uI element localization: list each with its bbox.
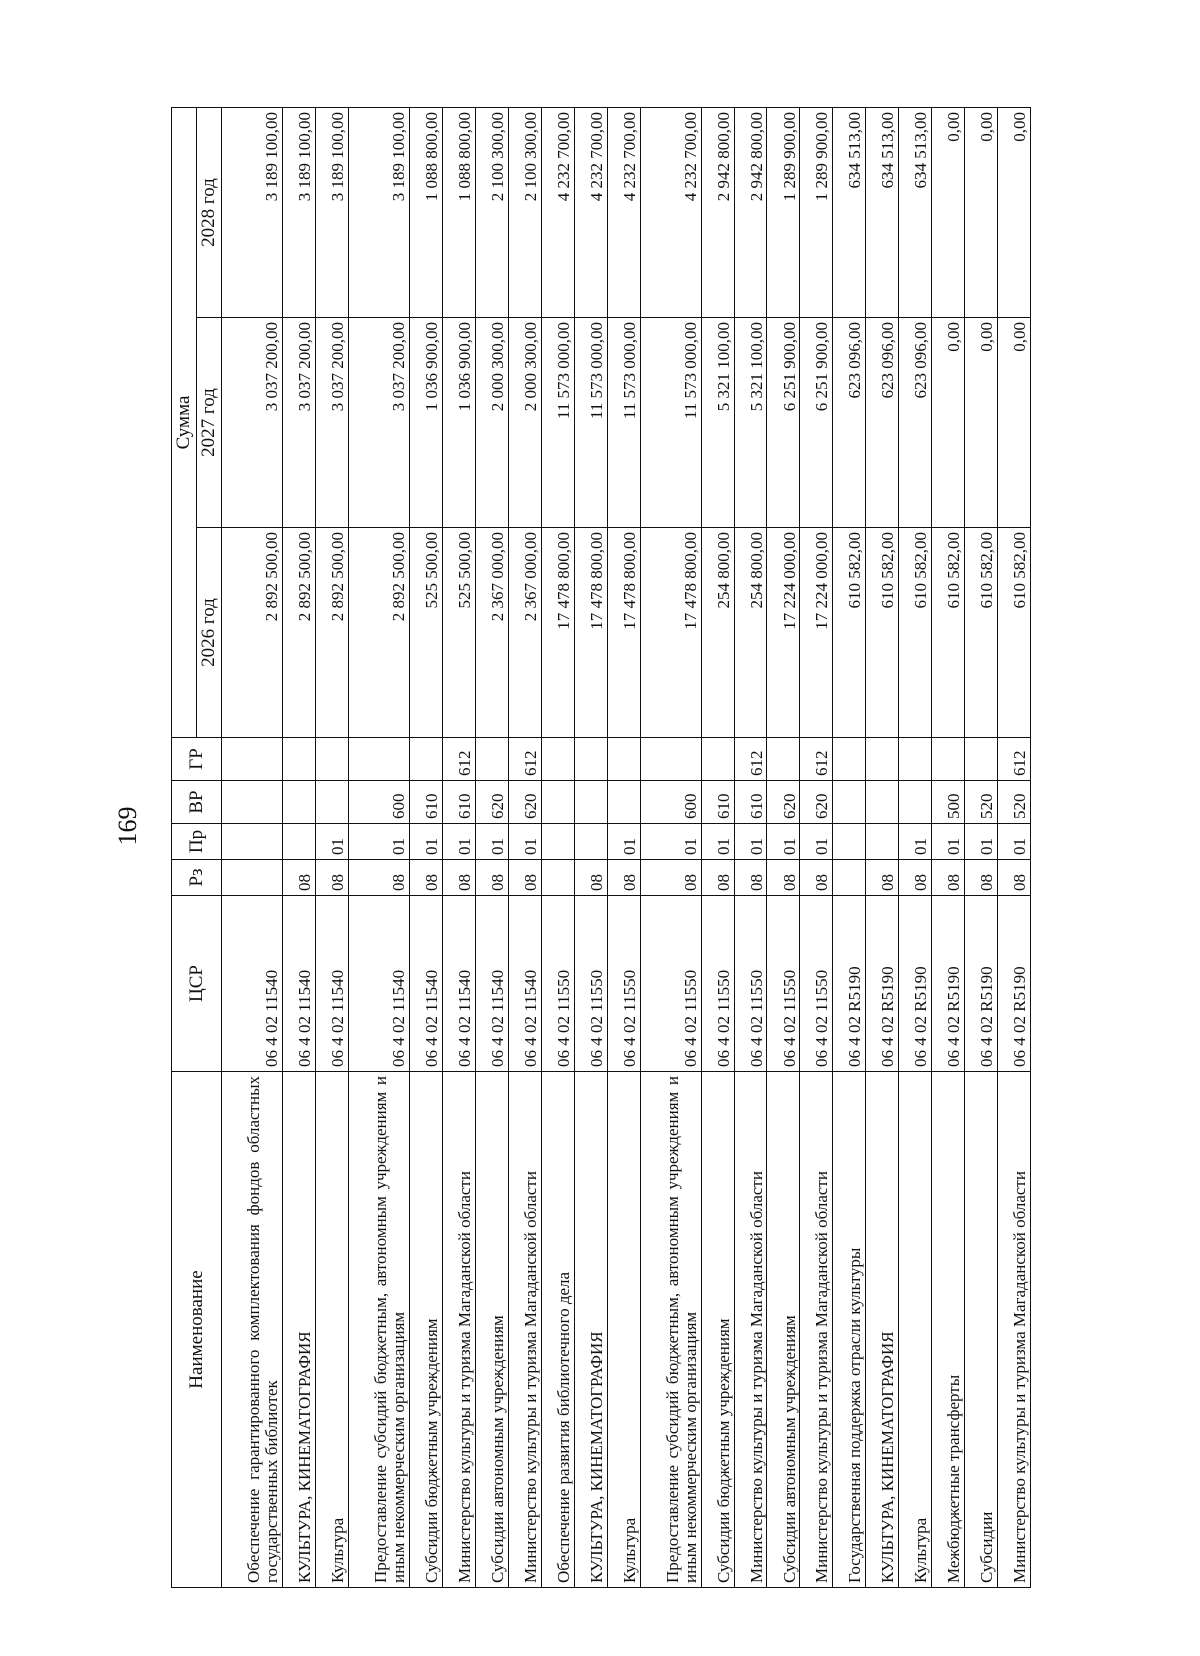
cell-name: Министерство культуры и туризма Магаданской области <box>508 1072 541 1588</box>
cell-vr <box>607 781 640 824</box>
cell-y2027: 11 573 000,00 <box>541 318 574 528</box>
cell-csr: 06 4 02 11540 <box>475 896 508 1072</box>
cell-pr <box>283 824 316 860</box>
cell-csr: 06 4 02 11550 <box>701 896 734 1072</box>
cell-y2026: 610 582,00 <box>997 528 1030 738</box>
cell-pr: 01 <box>932 824 965 860</box>
cell-gr: 612 <box>442 738 475 781</box>
cell-gr <box>701 738 734 781</box>
cell-gr <box>767 738 800 781</box>
cell-vr: 620 <box>508 781 541 824</box>
cell-pr <box>833 824 866 860</box>
table-row <box>222 108 283 1588</box>
cell-csr: 06 4 02 11540 <box>316 896 349 1072</box>
cell-y2028: 1 289 900,00 <box>767 108 800 318</box>
table-row <box>475 108 508 1588</box>
cell-y2027: 11 573 000,00 <box>640 318 701 528</box>
cell-gr <box>965 738 998 781</box>
cell-name: Министерство культуры и туризма Магаданской области <box>734 1072 767 1588</box>
cell-y2028: 1 088 800,00 <box>442 108 475 318</box>
table-rotation-frame <box>171 108 1031 1588</box>
cell-y2027: 3 037 200,00 <box>222 318 283 528</box>
table-row <box>283 108 316 1588</box>
cell-name: Субсидии бюджетным учреждениям <box>701 1072 734 1588</box>
table-row <box>767 108 800 1588</box>
header-csr: ЦСР <box>172 896 222 1072</box>
cell-y2027: 11 573 000,00 <box>574 318 607 528</box>
cell-csr: 06 4 02 R5190 <box>965 896 998 1072</box>
cell-y2026: 17 478 800,00 <box>607 528 640 738</box>
cell-csr: 06 4 02 11540 <box>222 896 283 1072</box>
cell-gr <box>410 738 443 781</box>
cell-y2026: 2 367 000,00 <box>508 528 541 738</box>
cell-y2027: 2 000 300,00 <box>475 318 508 528</box>
cell-y2027: 5 321 100,00 <box>734 318 767 528</box>
cell-name: Обеспечение гарантированного комплектования фондов областных государственных библиотек <box>222 1072 283 1588</box>
cell-y2027: 2 000 300,00 <box>508 318 541 528</box>
cell-pr: 01 <box>508 824 541 860</box>
cell-y2028: 1 289 900,00 <box>800 108 833 318</box>
cell-gr: 612 <box>800 738 833 781</box>
cell-y2028: 0,00 <box>997 108 1030 318</box>
cell-pr: 01 <box>640 824 701 860</box>
cell-csr: 06 4 02 R5190 <box>833 896 866 1072</box>
cell-csr: 06 4 02 11550 <box>541 896 574 1072</box>
cell-y2028: 3 189 100,00 <box>222 108 283 318</box>
cell-name: Министерство культуры и туризма Магаданской области <box>442 1072 475 1588</box>
table-rotated-content <box>171 108 1031 1588</box>
cell-name: Субсидии <box>965 1072 998 1588</box>
cell-y2028: 2 942 800,00 <box>734 108 767 318</box>
table-row <box>965 108 998 1588</box>
cell-y2027: 623 096,00 <box>899 318 932 528</box>
table-header-row <box>172 108 197 1588</box>
cell-y2026: 2 892 500,00 <box>283 528 316 738</box>
cell-vr: 610 <box>734 781 767 824</box>
header-pr: Пр <box>172 824 222 860</box>
cell-y2026: 17 478 800,00 <box>640 528 701 738</box>
cell-y2026: 610 582,00 <box>965 528 998 738</box>
cell-rz: 08 <box>607 860 640 896</box>
cell-rz: 08 <box>410 860 443 896</box>
table-row <box>899 108 932 1588</box>
cell-rz: 08 <box>475 860 508 896</box>
header-gr: ГР <box>172 738 222 781</box>
cell-csr: 06 4 02 R5190 <box>932 896 965 1072</box>
header-sum: Сумма <box>172 108 197 738</box>
cell-vr: 620 <box>800 781 833 824</box>
cell-y2028: 2 100 300,00 <box>475 108 508 318</box>
table-row <box>800 108 833 1588</box>
cell-y2026: 2 367 000,00 <box>475 528 508 738</box>
cell-rz: 08 <box>734 860 767 896</box>
cell-vr <box>833 781 866 824</box>
cell-rz: 08 <box>866 860 899 896</box>
cell-vr <box>316 781 349 824</box>
cell-pr: 01 <box>899 824 932 860</box>
cell-name: КУЛЬТУРА, КИНЕМАТОГРАФИЯ <box>866 1072 899 1588</box>
cell-pr <box>574 824 607 860</box>
cell-y2026: 17 478 800,00 <box>574 528 607 738</box>
cell-y2026: 2 892 500,00 <box>222 528 283 738</box>
cell-y2027: 0,00 <box>932 318 965 528</box>
cell-gr <box>640 738 701 781</box>
cell-rz: 08 <box>316 860 349 896</box>
cell-y2026: 610 582,00 <box>932 528 965 738</box>
cell-y2026: 17 224 000,00 <box>800 528 833 738</box>
cell-name: Государственная поддержка отрасли культуры <box>833 1072 866 1588</box>
table-row <box>541 108 574 1588</box>
cell-gr <box>932 738 965 781</box>
cell-pr: 01 <box>442 824 475 860</box>
cell-pr: 01 <box>997 824 1030 860</box>
cell-y2026: 254 800,00 <box>701 528 734 738</box>
table-row <box>410 108 443 1588</box>
table-body <box>222 108 1031 1588</box>
cell-y2028: 0,00 <box>932 108 965 318</box>
cell-y2027: 0,00 <box>965 318 998 528</box>
table-row <box>932 108 965 1588</box>
cell-y2028: 4 232 700,00 <box>574 108 607 318</box>
table-row <box>607 108 640 1588</box>
budget-table <box>171 107 1031 1588</box>
cell-y2026: 610 582,00 <box>866 528 899 738</box>
cell-y2026: 2 892 500,00 <box>348 528 409 738</box>
cell-vr: 620 <box>475 781 508 824</box>
cell-rz: 08 <box>997 860 1030 896</box>
cell-csr: 06 4 02 11540 <box>442 896 475 1072</box>
cell-y2027: 3 037 200,00 <box>348 318 409 528</box>
cell-y2028: 3 189 100,00 <box>283 108 316 318</box>
cell-name: Культура <box>899 1072 932 1588</box>
cell-name: Культура <box>316 1072 349 1588</box>
cell-name: Культура <box>607 1072 640 1588</box>
cell-y2028: 4 232 700,00 <box>541 108 574 318</box>
cell-rz: 08 <box>800 860 833 896</box>
cell-y2028: 0,00 <box>965 108 998 318</box>
cell-vr: 610 <box>410 781 443 824</box>
cell-y2028: 3 189 100,00 <box>316 108 349 318</box>
cell-csr: 06 4 02 11550 <box>574 896 607 1072</box>
cell-gr: 612 <box>734 738 767 781</box>
cell-rz: 08 <box>348 860 409 896</box>
table-row <box>734 108 767 1588</box>
header-name: Наименование <box>172 1072 222 1588</box>
cell-gr: 612 <box>508 738 541 781</box>
cell-vr: 620 <box>767 781 800 824</box>
cell-name: Субсидии бюджетным учреждениям <box>410 1072 443 1588</box>
cell-rz: 08 <box>932 860 965 896</box>
header-rz: Рз <box>172 860 222 896</box>
table-row <box>442 108 475 1588</box>
cell-pr <box>541 824 574 860</box>
cell-y2027: 3 037 200,00 <box>316 318 349 528</box>
cell-pr <box>222 824 283 860</box>
cell-y2027: 11 573 000,00 <box>607 318 640 528</box>
cell-vr: 520 <box>997 781 1030 824</box>
cell-vr: 520 <box>965 781 998 824</box>
cell-pr: 01 <box>965 824 998 860</box>
table-row <box>574 108 607 1588</box>
table-row <box>866 108 899 1588</box>
cell-vr: 500 <box>932 781 965 824</box>
table-row <box>640 108 701 1588</box>
cell-pr: 01 <box>348 824 409 860</box>
cell-vr <box>283 781 316 824</box>
cell-csr: 06 4 02 11550 <box>767 896 800 1072</box>
cell-y2028: 634 513,00 <box>899 108 932 318</box>
cell-rz <box>222 860 283 896</box>
cell-csr: 06 4 02 11540 <box>410 896 443 1072</box>
cell-csr: 06 4 02 11540 <box>283 896 316 1072</box>
cell-y2028: 2 942 800,00 <box>701 108 734 318</box>
cell-y2027: 6 251 900,00 <box>800 318 833 528</box>
cell-csr: 06 4 02 11550 <box>800 896 833 1072</box>
cell-rz: 08 <box>640 860 701 896</box>
cell-rz: 08 <box>574 860 607 896</box>
cell-y2028: 4 232 700,00 <box>607 108 640 318</box>
cell-name: КУЛЬТУРА, КИНЕМАТОГРАФИЯ <box>574 1072 607 1588</box>
cell-gr <box>574 738 607 781</box>
table-row <box>316 108 349 1588</box>
cell-pr: 01 <box>767 824 800 860</box>
cell-gr <box>222 738 283 781</box>
cell-csr: 06 4 02 11550 <box>640 896 701 1072</box>
cell-y2026: 525 500,00 <box>442 528 475 738</box>
cell-name: Предоставление субсидий бюджетным, автономным учреждениям и иным некоммерческим организациям <box>348 1072 409 1588</box>
cell-vr <box>541 781 574 824</box>
cell-name: Субсидии автономным учреждениям <box>475 1072 508 1588</box>
cell-y2027: 623 096,00 <box>833 318 866 528</box>
cell-gr <box>866 738 899 781</box>
cell-y2028: 1 088 800,00 <box>410 108 443 318</box>
cell-name: Обеспечение развития библиотечного дела <box>541 1072 574 1588</box>
cell-gr <box>899 738 932 781</box>
cell-gr <box>541 738 574 781</box>
table-row <box>833 108 866 1588</box>
cell-pr: 01 <box>701 824 734 860</box>
cell-pr: 01 <box>475 824 508 860</box>
cell-gr <box>316 738 349 781</box>
cell-rz: 08 <box>442 860 475 896</box>
cell-rz: 08 <box>701 860 734 896</box>
cell-csr: 06 4 02 11550 <box>734 896 767 1072</box>
cell-gr <box>283 738 316 781</box>
cell-name: КУЛЬТУРА, КИНЕМАТОГРАФИЯ <box>283 1072 316 1588</box>
cell-y2026: 17 224 000,00 <box>767 528 800 738</box>
cell-csr: 06 4 02 11540 <box>508 896 541 1072</box>
cell-y2028: 634 513,00 <box>866 108 899 318</box>
cell-y2026: 254 800,00 <box>734 528 767 738</box>
cell-csr: 06 4 02 11540 <box>348 896 409 1072</box>
cell-vr: 610 <box>442 781 475 824</box>
header-2027: 2027 год <box>197 318 222 528</box>
table-row <box>508 108 541 1588</box>
header-2028: 2028 год <box>197 108 222 318</box>
cell-vr <box>222 781 283 824</box>
table-row <box>701 108 734 1588</box>
cell-y2027: 0,00 <box>997 318 1030 528</box>
cell-vr <box>574 781 607 824</box>
cell-y2027: 623 096,00 <box>866 318 899 528</box>
cell-pr: 01 <box>734 824 767 860</box>
cell-rz: 08 <box>965 860 998 896</box>
cell-y2028: 3 189 100,00 <box>348 108 409 318</box>
cell-name: Межбюджетные трансферты <box>932 1072 965 1588</box>
cell-rz: 08 <box>899 860 932 896</box>
cell-name: Субсидии автономным учреждениям <box>767 1072 800 1588</box>
cell-rz: 08 <box>283 860 316 896</box>
cell-y2027: 5 321 100,00 <box>701 318 734 528</box>
cell-csr: 06 4 02 R5190 <box>866 896 899 1072</box>
cell-rz: 08 <box>767 860 800 896</box>
cell-gr: 612 <box>997 738 1030 781</box>
cell-pr: 01 <box>316 824 349 860</box>
cell-csr: 06 4 02 R5190 <box>997 896 1030 1072</box>
cell-name: Предоставление субсидий бюджетным, автономным учреждениям и иным некоммерческим организациям <box>640 1072 701 1588</box>
cell-pr: 01 <box>410 824 443 860</box>
cell-gr <box>607 738 640 781</box>
cell-y2027: 1 036 900,00 <box>442 318 475 528</box>
cell-pr: 01 <box>607 824 640 860</box>
cell-y2027: 1 036 900,00 <box>410 318 443 528</box>
table-row <box>997 108 1030 1588</box>
cell-gr <box>475 738 508 781</box>
cell-y2028: 634 513,00 <box>833 108 866 318</box>
cell-rz <box>833 860 866 896</box>
cell-gr <box>833 738 866 781</box>
cell-gr <box>348 738 409 781</box>
cell-vr: 600 <box>348 781 409 824</box>
cell-y2026: 610 582,00 <box>899 528 932 738</box>
cell-y2026: 2 892 500,00 <box>316 528 349 738</box>
page-number: 169 <box>113 806 142 846</box>
cell-y2028: 4 232 700,00 <box>640 108 701 318</box>
cell-vr: 600 <box>640 781 701 824</box>
cell-y2026: 610 582,00 <box>833 528 866 738</box>
cell-y2026: 525 500,00 <box>410 528 443 738</box>
cell-y2026: 17 478 800,00 <box>541 528 574 738</box>
cell-rz: 08 <box>508 860 541 896</box>
cell-name: Министерство культуры и туризма Магаданской области <box>800 1072 833 1588</box>
cell-csr: 06 4 02 R5190 <box>899 896 932 1072</box>
header-vr: ВР <box>172 781 222 824</box>
cell-vr: 610 <box>701 781 734 824</box>
cell-y2027: 3 037 200,00 <box>283 318 316 528</box>
cell-vr <box>866 781 899 824</box>
cell-pr <box>866 824 899 860</box>
cell-rz <box>541 860 574 896</box>
cell-csr: 06 4 02 11550 <box>607 896 640 1072</box>
cell-name: Министерство культуры и туризма Магаданской области <box>997 1072 1030 1588</box>
cell-vr <box>899 781 932 824</box>
cell-y2028: 2 100 300,00 <box>508 108 541 318</box>
cell-pr: 01 <box>800 824 833 860</box>
header-2026: 2026 год <box>197 528 222 738</box>
cell-y2027: 6 251 900,00 <box>767 318 800 528</box>
table-row <box>348 108 409 1588</box>
